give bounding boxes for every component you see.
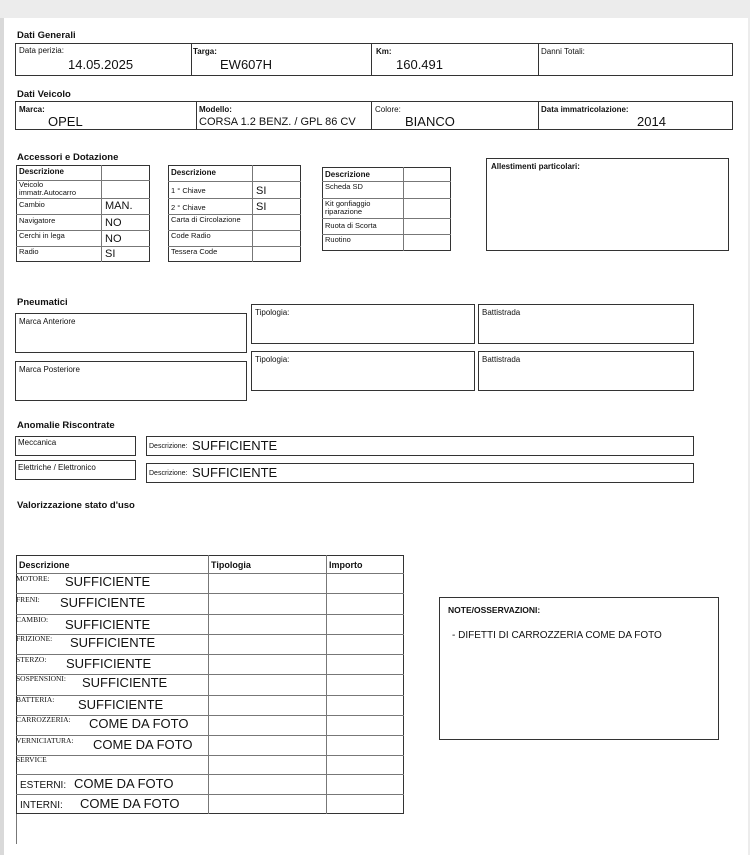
immatricolazione-value: 2014 <box>637 114 666 129</box>
row-label-frizione: FRIZIONE: <box>16 634 53 643</box>
divider <box>16 214 150 215</box>
meccanica-descrizione-label: Descrizione: <box>149 443 188 450</box>
t3-header: Descrizione <box>325 170 370 179</box>
elettriche-label: Elettriche / Elettronico <box>18 463 96 472</box>
row-value-frizione: SUFFICIENTE <box>70 635 156 650</box>
row-label-esterni: ESTERNI: <box>20 780 67 791</box>
section-title-dati-generali: Dati Generali <box>17 30 76 41</box>
note-text: - DIFETTI DI CARROZZERIA COME DA FOTO <box>452 630 662 641</box>
t1-value-2: NO <box>105 217 122 229</box>
section-title-anomalie: Anomalie Riscontrate <box>17 420 115 431</box>
marca-anteriore-label: Marca Anteriore <box>19 317 76 326</box>
meccanica-descrizione-value: SUFFICIENTE <box>192 438 278 453</box>
divider <box>16 674 404 675</box>
row-value-interni: COME DA FOTO <box>80 796 180 811</box>
divider <box>403 167 404 251</box>
t1-label-4: Radio <box>19 247 39 256</box>
t2-header: Descrizione <box>171 168 216 177</box>
t3-label-2: Ruota di Scorta <box>325 221 377 230</box>
t1-label-2: Navigatore <box>19 216 56 225</box>
row-label-batteria: BATTERIA: <box>16 695 55 704</box>
divider <box>16 794 404 795</box>
allestimenti-box <box>486 158 729 251</box>
targa-label: Targa: <box>193 47 217 56</box>
t3-label-1: Kit gonfiaggio riparazione <box>325 199 371 216</box>
t1-value-4: SI <box>105 248 116 260</box>
row-label-service: SERVICE <box>16 755 47 764</box>
t2-value-1: SI <box>256 201 267 213</box>
tipologia-anteriore-label: Tipologia: <box>255 308 290 317</box>
section-title-accessori: Accessori e Dotazione <box>17 152 119 163</box>
divider <box>196 101 197 130</box>
row-value-sterzo: SUFFICIENTE <box>66 656 152 671</box>
t1-label-3: Cerchi in lega <box>19 231 65 240</box>
row-value-batteria: SUFFICIENTE <box>78 697 164 712</box>
t2-label-2: Carta di Circolazione <box>171 215 241 224</box>
meccanica-label: Meccanica <box>18 438 57 447</box>
divider <box>168 198 301 199</box>
colore-label: Colore: <box>375 105 401 114</box>
row-value-motore: SUFFICIENTE <box>65 574 151 589</box>
section-title-valorizzazione: Valorizzazione stato d'uso <box>17 500 135 511</box>
battistrada-anteriore-label: Battistrada <box>482 308 521 317</box>
row-value-sospensioni: SUFFICIENTE <box>82 675 168 690</box>
divider <box>16 814 17 844</box>
row-value-cambio: SUFFICIENTE <box>65 617 151 632</box>
immatricolazione-label: Data immatricolazione: <box>541 105 629 114</box>
targa-value: EW607H <box>220 57 273 72</box>
t2-label-1: 2 ° Chiave <box>171 203 206 212</box>
t2-label-0: 1 ° Chiave <box>171 186 206 195</box>
t3-label-3: Ruotino <box>325 235 351 244</box>
allestimenti-label: Allestimenti particolari: <box>491 162 580 171</box>
divider <box>168 181 301 182</box>
row-value-carrozzeria: COME DA FOTO <box>89 716 189 731</box>
section-title-pneumatici: Pneumatici <box>17 297 68 308</box>
row-label-interni: INTERNI: <box>20 800 63 811</box>
row-label-carrozzeria: CARROZZERIA: <box>16 715 71 724</box>
row-value-freni: SUFFICIENTE <box>60 595 146 610</box>
row-value-verniciatura: COME DA FOTO <box>93 737 193 752</box>
divider <box>16 198 150 199</box>
t1-header: Descrizione <box>19 167 64 176</box>
document-page <box>4 18 748 855</box>
val-header-descrizione: Descrizione <box>19 560 70 570</box>
row-label-verniciatura: VERNICIATURA: <box>16 736 74 745</box>
val-header-tipologia: Tipologia <box>211 560 251 570</box>
marca-posteriore-label: Marca Posteriore <box>19 365 80 374</box>
row-value-esterni: COME DA FOTO <box>74 776 174 791</box>
modello-value: CORSA 1.2 BENZ. / GPL 86 CV <box>199 116 356 128</box>
divider <box>16 695 404 696</box>
km-label: Km: <box>376 47 392 56</box>
elettriche-descrizione-label: Descrizione: <box>149 470 188 477</box>
divider <box>16 715 404 716</box>
data-perizia-label: Data perizia: <box>19 46 64 55</box>
danni-totali-label: Danni Totali: <box>541 47 585 56</box>
t2-label-4: Tessera Code <box>171 247 218 256</box>
modello-label: Modello: <box>199 105 232 114</box>
divider <box>371 43 372 76</box>
divider <box>322 218 451 219</box>
divider <box>538 43 539 76</box>
tipologia-posteriore-label: Tipologia: <box>255 355 290 364</box>
t1-label-0: Veicolo immatr.Autocarro <box>19 180 77 197</box>
t1-value-3: NO <box>105 233 122 245</box>
divider <box>16 735 404 736</box>
row-label-freni: FRENI: <box>16 595 40 604</box>
divider <box>16 593 404 594</box>
divider <box>16 774 404 775</box>
km-value: 160.491 <box>396 57 443 72</box>
divider <box>191 43 192 76</box>
colore-value: BIANCO <box>405 114 455 129</box>
divider <box>16 654 404 655</box>
row-label-sterzo: STERZO: <box>16 655 47 664</box>
data-perizia-value: 14.05.2025 <box>68 57 134 72</box>
val-header-importo: Importo <box>329 560 363 570</box>
elettriche-descrizione-value: SUFFICIENTE <box>192 465 278 480</box>
row-label-cambio: CAMBIO: <box>16 615 49 624</box>
t1-label-1: Cambio <box>19 200 45 209</box>
marca-value: OPEL <box>48 114 83 129</box>
divider <box>16 614 404 615</box>
battistrada-posteriore-label: Battistrada <box>482 355 521 364</box>
section-title-dati-veicolo: Dati Veicolo <box>17 89 71 100</box>
t3-label-0: Scheda SD <box>325 182 363 191</box>
row-label-motore: MOTORE: <box>16 574 50 583</box>
t2-value-0: SI <box>256 185 267 197</box>
marca-label: Marca: <box>19 105 45 114</box>
t2-label-3: Code Radio <box>171 231 211 240</box>
row-label-sospensioni: SOSPENSIONI: <box>16 674 67 683</box>
divider <box>371 101 372 130</box>
note-box <box>439 597 719 740</box>
t1-value-1: MAN. <box>105 200 133 212</box>
divider <box>16 755 404 756</box>
divider <box>538 101 539 130</box>
note-title: NOTE/OSSERVAZIONI: <box>448 605 541 615</box>
